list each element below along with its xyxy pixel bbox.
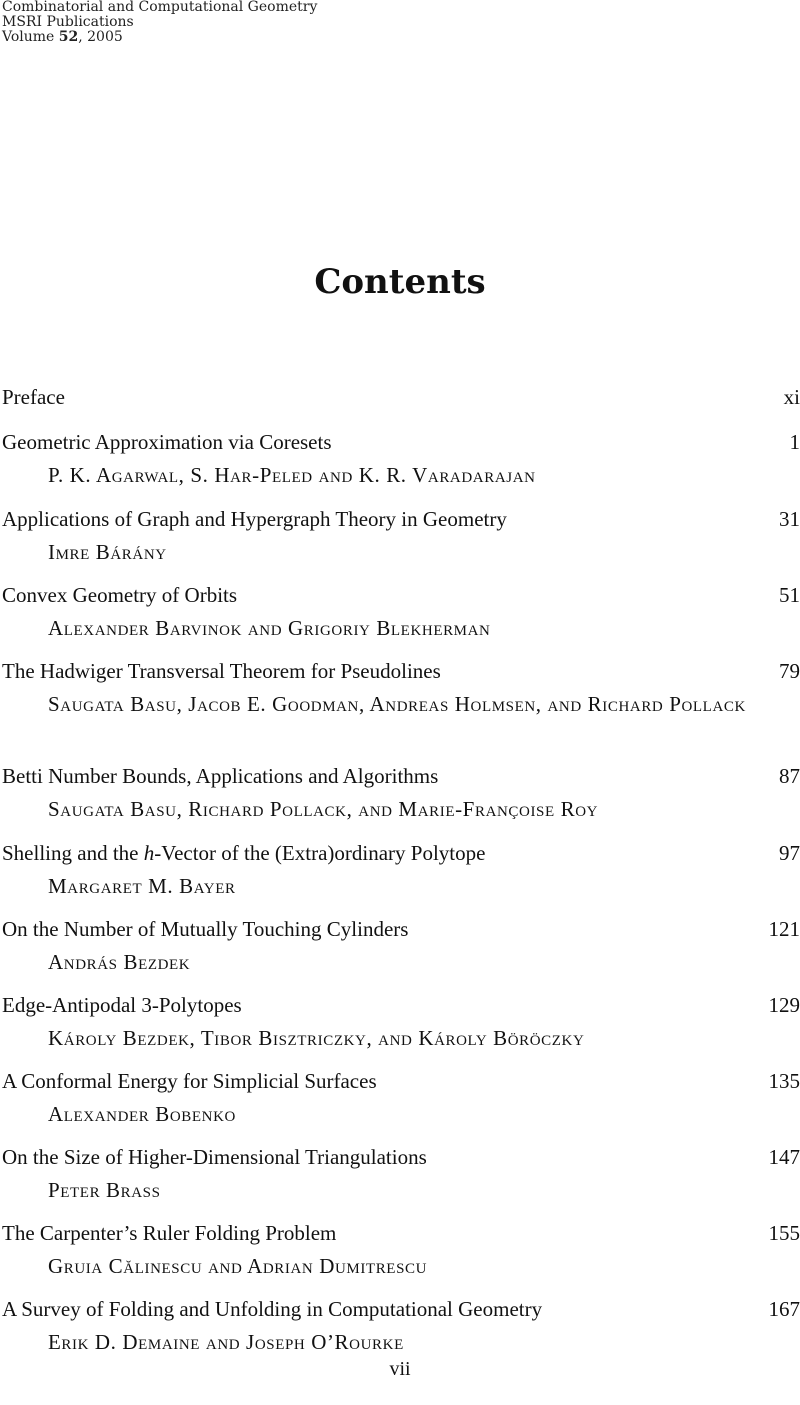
toc-entry-page: 87	[779, 764, 800, 788]
toc-entry-title: Preface	[2, 385, 65, 409]
toc-entry	[0, 1219, 800, 1281]
toc-entry-title: Applications of Graph and Hypergraph Theory in Geometry	[2, 507, 507, 531]
toc-entry	[0, 839, 800, 901]
toc-entry	[0, 762, 800, 824]
toc-entry-title: A Survey of Folding and Unfolding in Computational Geometry	[2, 1297, 543, 1321]
toc-entry-title: The Carpenter’s Ruler Folding Problem	[2, 1221, 337, 1245]
toc-entry-authors: Gruia Călinescu and Adrian Dumitrescu	[48, 1254, 428, 1278]
toc-entry-authors: Saugata Basu, Jacob E. Goodman, Andreas Holmsen, and Richard Pollack	[48, 692, 746, 716]
toc-entry-authors: Margaret M. Bayer	[48, 874, 236, 898]
toc-entry-title-pre: Shelling and the	[2, 841, 144, 865]
toc-entry	[0, 657, 800, 719]
toc-entry	[0, 1067, 800, 1129]
toc-entry	[0, 915, 800, 977]
toc-entry-title: A Conformal Energy for Simplicial Surfaces	[2, 1069, 377, 1093]
toc-entry-page: 135	[768, 1069, 800, 1093]
toc-entry-title: Geometric Approximation via Coresets	[2, 430, 332, 454]
toc-entry-page: 121	[768, 917, 800, 941]
toc-entry-authors: Imre Bárány	[48, 540, 167, 564]
toc-entry	[0, 428, 800, 490]
running-header	[2, 0, 317, 45]
header-series: Combinatorial and Computational Geometry	[2, 0, 318, 15]
header-publisher: MSRI Publications	[2, 14, 134, 30]
toc-entry	[0, 1143, 800, 1205]
header-volume-year: , 2005	[78, 29, 123, 45]
toc-entry-title: Betti Number Bounds, Applications and Algorithms	[2, 764, 439, 788]
toc-entry-authors: Saugata Basu, Richard Pollack, and Marie-Françoise Roy	[48, 797, 599, 821]
toc-entry-title-post: -Vector of the (Extra)ordinary Polytope	[154, 841, 486, 865]
toc-entry-authors: Alexander Bobenko	[48, 1102, 236, 1126]
toc-entry	[0, 581, 800, 643]
toc-entry-page: 31	[779, 507, 800, 531]
toc-entry-authors: P. K. Agarwal, S. Har-Peled and K. R. Varadarajan	[48, 463, 536, 487]
toc-entry-page: 79	[779, 659, 800, 683]
toc-entry-authors: Alexander Barvinok and Grigoriy Blekherman	[48, 616, 491, 640]
toc-entry-page: 129	[768, 993, 800, 1017]
toc-entry-title: Convex Geometry of Orbits	[2, 583, 238, 607]
toc-entry-page: 51	[779, 583, 800, 607]
toc-entry-page: 1	[789, 430, 800, 454]
header-volume-label: Volume	[2, 29, 55, 45]
header-volume-number: 52	[58, 29, 79, 45]
toc-entry-page: 167	[768, 1297, 800, 1321]
toc-entry-page: xi	[783, 385, 800, 409]
page-number: vii	[389, 1358, 411, 1380]
page-title: Contents	[314, 262, 486, 302]
toc-entry-authors: Erik D. Demaine and Joseph O’Rourke	[48, 1330, 404, 1354]
toc-entry-authors: Peter Brass	[48, 1178, 161, 1202]
toc-entry-title: On the Size of Higher-Dimensional Triangulations	[2, 1145, 427, 1169]
header-volume	[2, 30, 317, 45]
toc-entry-authors: Károly Bezdek, Tibor Bisztriczky, and Károly Böröczky	[48, 1026, 585, 1050]
toc-entry-title-math: h	[143, 841, 155, 865]
toc-entry	[0, 383, 800, 416]
toc-entry-title	[2, 839, 485, 867]
toc-entry-title: The Hadwiger Transversal Theorem for Pseudolines	[2, 659, 441, 683]
toc-entry-authors: András Bezdek	[48, 950, 191, 974]
toc-entry	[0, 1295, 800, 1357]
toc-entry-title: Edge-Antipodal 3-Polytopes	[2, 993, 242, 1017]
toc-entry	[0, 991, 800, 1053]
toc-entry	[0, 505, 800, 567]
toc-entry-page: 155	[768, 1221, 800, 1245]
toc-entry-page: 97	[779, 841, 800, 865]
toc-entry-page: 147	[768, 1145, 800, 1169]
toc-entry-title: On the Number of Mutually Touching Cylinders	[2, 917, 409, 941]
